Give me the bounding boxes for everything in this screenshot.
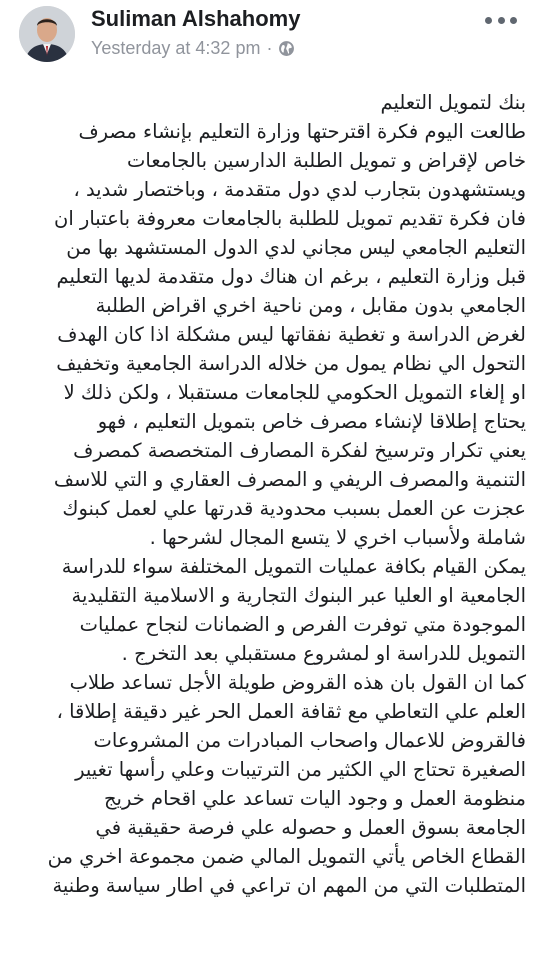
post-text-line: شاملة ولأسباب اخري لا يتسع المجال لشرحها . bbox=[149, 526, 526, 549]
post-text-line: القطاع الخاص يأتي التمويل المالي ضمن مجموعة اخري من bbox=[47, 845, 526, 868]
post-text-line: العلم علي التعاطي مع ثقافة العمل الحر غير دقيقة إطلاقا ، bbox=[56, 700, 526, 723]
post-text-line: منظومة العمل و وجود اليات تساعد علي اقحام خريج bbox=[103, 787, 526, 810]
post-text-line: عجزت عن العمل بسبب محدودية قدرتها علي لعمل كبنوك bbox=[62, 497, 526, 520]
post-text-line: فان فكرة تقديم تمويل للطلبة بالجامعات معروفة باعتبار ان bbox=[54, 207, 526, 230]
post-meta bbox=[91, 38, 295, 59]
post-text-line: الموجودة متي توفرت الفرص و الضمانات لنجاح عمليات bbox=[79, 613, 526, 636]
post-text-line: التحول الي نظام يمول من خلاله الدراسة الجامعية وتخفيف bbox=[56, 352, 526, 375]
post-header bbox=[0, 0, 540, 82]
more-options-icon[interactable] bbox=[485, 14, 517, 26]
post-text-line: كما ان القول بان هذه القروض طويلة الأجل تساعد طلاب bbox=[69, 671, 526, 694]
post-text-line: فالقروض للاعمال واصحاب المبادرات من المشروعات bbox=[93, 729, 526, 752]
post-text-line: الجامعة بسوق العمل و حصوله علي فرصة حقيقية في bbox=[95, 816, 526, 839]
post-body bbox=[0, 88, 540, 900]
post-text-line: الجامعية او العليا عبر البنوك التجارية و الاسلامية التقليدية bbox=[71, 584, 526, 607]
avatar-image bbox=[19, 6, 75, 62]
post-text-line: المتطلبات التي من المهم ان تراعي في اطار سياسة وطنية bbox=[52, 874, 526, 897]
post-text-line: الجامعي بدون مقابل ، ومن ناحية اخري اقراض الطلبة bbox=[95, 294, 526, 317]
globe-icon[interactable] bbox=[278, 40, 295, 57]
post-text-line: لغرض الدراسة و تغطية نفقاتها ليس مشكلة اذا كان الهدف bbox=[57, 323, 526, 346]
post-text-line: او إلغاء التمويل الحكومي للجامعات مستقبلا ، ولكن ذلك لا bbox=[63, 381, 526, 404]
post-text-line: ويستشهدون بتجارب لدي دول متقدمة ، وباختصار شديد ، bbox=[73, 178, 526, 201]
post-text-line: التمويل للدراسة او لمشروع مستقبلي بعد التخرج . bbox=[121, 642, 526, 665]
meta-separator: · bbox=[266, 38, 273, 58]
post-text-line: قبل وزارة التعليم ، برغم ان هناك دول متقدمة لديها التعليم bbox=[56, 265, 526, 288]
more-dot-icon bbox=[485, 17, 492, 24]
more-dot-icon bbox=[510, 17, 517, 24]
more-dot-icon bbox=[498, 17, 505, 24]
post-text-line: الصغيرة تحتاج الي الكثير من الترتيبات وعلي رأسها تغيير bbox=[75, 758, 526, 781]
post-text-line: التنمية والمصرف الريفي و المصرف العقاري و التي للاسف bbox=[53, 468, 526, 491]
author-name[interactable]: Suliman Alshahomy bbox=[91, 6, 301, 31]
post-text-line: طالعت اليوم فكرة اقترحتها وزارة التعليم بإنشاء مصرف bbox=[78, 120, 526, 143]
post-text-line: يمكن القيام بكافة عمليات التمويل المختلفة سواء للدراسة bbox=[61, 555, 526, 578]
post-text-line: خاص لإقراض و تمويل الطلبة الدارسين بالجامعات bbox=[127, 149, 526, 172]
post-text-line: يعني تكرار وترسيخ لفكرة المصارف المتخصصة كمصرف bbox=[73, 439, 526, 462]
post-text-line: يحتاج إطلاقا لإنشاء مصرف خاص بتمويل التعليم ، فهو bbox=[97, 410, 526, 433]
profile-avatar[interactable] bbox=[19, 6, 75, 62]
post-text-line: بنك لتمويل التعليم bbox=[380, 91, 526, 114]
post-text-line: التعليم الجامعي ليس مجاني لدي الدول المستشهد بها من bbox=[66, 236, 526, 259]
post-timestamp[interactable]: Yesterday at 4:32 pm bbox=[91, 38, 261, 58]
